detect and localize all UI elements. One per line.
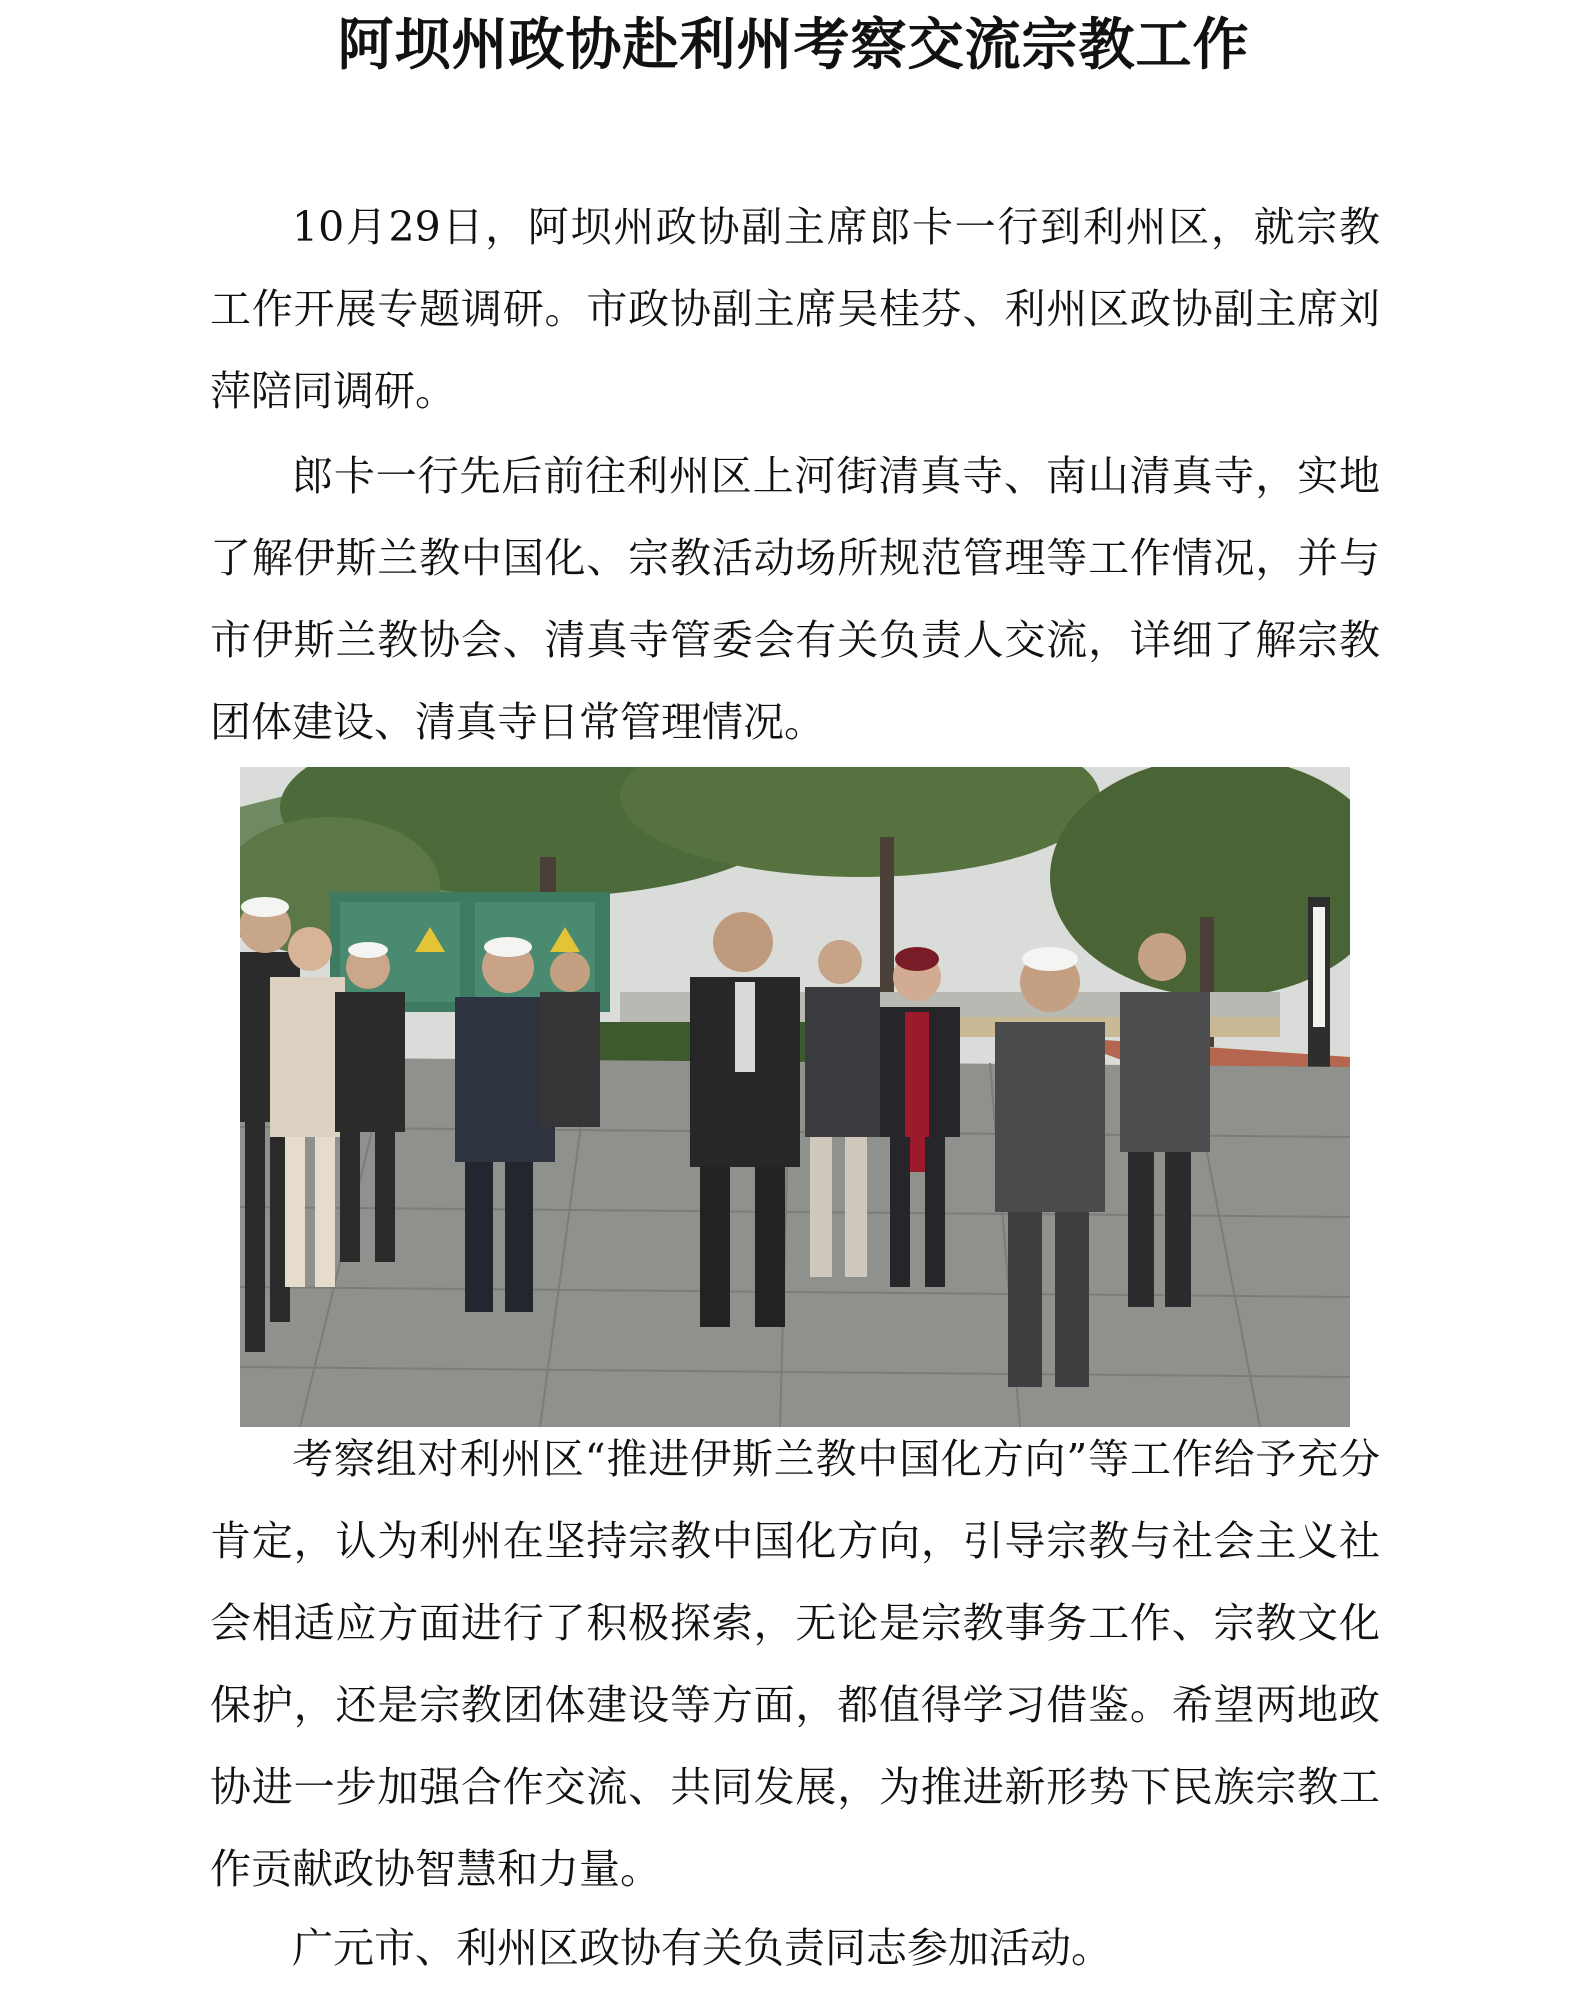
- article-title: 阿坝州政协赴利州考察交流宗教工作: [337, 13, 1250, 78]
- article-paragraph-4: 广元市、利州区政协有关负责同志参加活动。: [292, 1924, 1112, 1972]
- article-paragraph-2: 郎卡一行先后前往利州区上河街清真寺、南山清真寺，实地了解伊斯兰教中国化、宗教活动场所规范管理等工作情况，并与市伊斯兰教协会、清真寺管委会有关负责人交流，详细了解宗教团体建设、清真寺日常管理情况。: [210, 452, 1380, 746]
- article-paragraph-1: 10月29日，阿坝州政协副主席郎卡一行到利州区，就宗教工作开展专题调研。市政协副主席吴桂芬、利州区政协副主席刘萍陪同调研。: [210, 203, 1380, 415]
- article-photo: [240, 767, 1350, 1427]
- article-paragraph-3: 考察组对利州区“推进伊斯兰教中国化方向”等工作给予充分肯定，认为利州在坚持宗教中国化方向，引导宗教与社会主义社会相适应方面进行了积极探索，无论是宗教事务工作、宗教文化保护，还是宗教团体建设等方面，都值得学习借鉴。希望两地政协进一步加强合作交流、共同发展，为推进新形势下民族宗教工作贡献政协智慧和力量。: [210, 1435, 1380, 1893]
